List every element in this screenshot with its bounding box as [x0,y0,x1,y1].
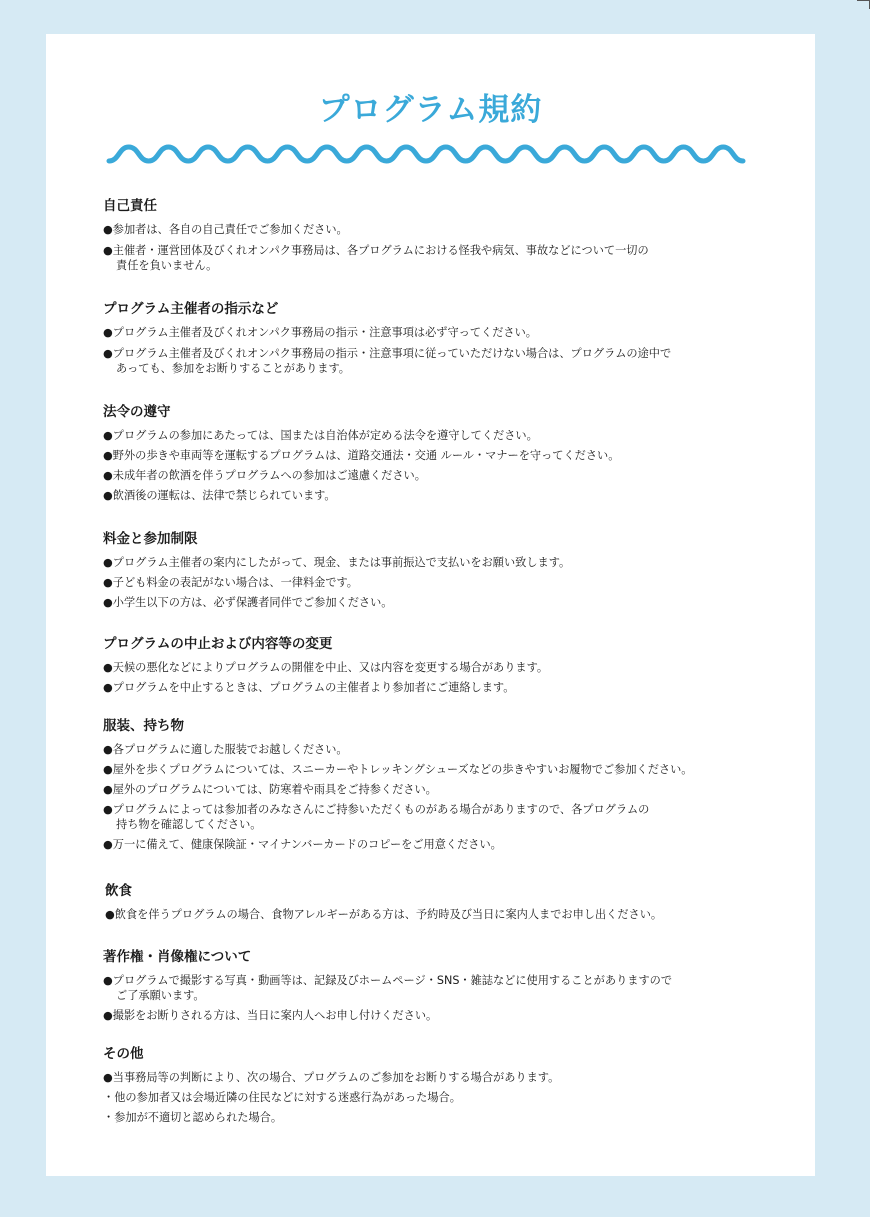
section-heading: プログラム主催者の指示など [103,301,279,317]
section-heading: 料金と参加制限 [103,531,198,547]
section-self-responsibility [103,197,803,273]
section-other [103,1045,803,1125]
list-item: ●プログラム主催者及びくれオンパク事務局の指示・注意事項は必ず守ってください。 [103,326,537,339]
section-heading: 飲食 [105,883,132,899]
list-item: ●未成年者の飲酒を伴うプログラムへの参加はご遠慮ください。 [103,469,426,482]
section-heading: 著作権・肖像権について [103,949,252,965]
list-item: ・参加が不適切と認められた場合。 [103,1111,283,1124]
section-heading: 服装、持ち物 [103,718,184,734]
document-page [46,34,815,1176]
list-item: ●野外の歩きや車両等を運転するプログラムは、道路交通法・交通 ルール・マナーを守ってください。 [103,449,620,462]
list-item: ●プログラムを中止するときは、プログラムの主催者より参加者にご連絡します。 [103,681,515,694]
list-item: ●プログラム主催者及びくれオンパク事務局の指示・注意事項に従っていただけない場合は、プログラムの途中で あっても、参加をお断りすることがあります。 [103,347,672,375]
section-heading: プログラムの中止および内容等の変更 [103,636,333,652]
list-item: ●子ども料金の表記がない場合は、一律料金です。 [103,576,358,589]
list-item: ●屋外を歩くプログラムについては、スニーカーやトレッキングシューズなどの歩きやすいお履物でご参加ください。 [103,763,693,776]
list-item: ●各プログラムに適した服装でお越しください。 [103,743,348,756]
list-item: ●主催者・運営団体及びくれオンパク事務局は、各プログラムにおける怪我や病気、事故などについて一切の 責任を負いません。 [103,244,649,272]
section-clothing-belongings [103,717,803,852]
section-food [105,882,805,922]
section-instructions [103,300,803,376]
list-item: ●プログラム主催者の案内にしたがって、現金、または事前振込で支払いをお願い致します。 [103,556,571,569]
list-item: ●プログラムの参加にあたっては、国または自治体が定める法令を遵守してください。 [103,429,538,442]
section-fees-restrictions [103,530,803,610]
list-item: ●プログラムによっては参加者のみなさんにご持参いただくものがある場合がありますので、各プログラムの 持ち物を確認してください。 [103,803,650,831]
list-item: ●天候の悪化などによりプログラムの開催を中止、又は内容を変更する場合があります。 [103,661,549,674]
list-item: ●小学生以下の方は、必ず保護者同伴でご参加ください。 [103,596,393,609]
list-item: ●飲酒後の運転は、法律で禁じられています。 [103,489,336,502]
list-item: ●撮影をお断りされる方は、当日に案内人へお申し付けください。 [103,1009,438,1022]
list-item: ●参加者は、各自の自己責任でご参加ください。 [103,223,348,236]
crop-mark [857,0,870,9]
list-item: ●飲食を伴うプログラムの場合、食物アレルギーがある方は、予約時及び当日に案内人までお申し出ください。 [105,908,663,921]
list-item: ・他の参加者又は会場近隣の住民などに対する迷惑行為があった場合。 [103,1091,461,1104]
list-item: ●プログラムで撮影する写真・動画等は、記録及びホームページ・SNS・雑誌などに使用することがありますので ご了承願います。 [103,974,673,1002]
section-heading: その他 [103,1046,144,1062]
section-copyright [103,948,803,1023]
section-cancellation [103,635,803,695]
list-item: ●当事務局等の判断により、次の場合、プログラムのご参加をお断りする場合があります。 [103,1071,560,1084]
section-law-compliance [103,403,803,503]
section-heading: 法令の遵守 [103,404,171,420]
list-item: ●万一に備えて、健康保険証・マイナンバーカードのコピーをご用意ください。 [103,838,502,851]
section-heading: 自己責任 [103,198,157,214]
wave-divider-icon [106,140,746,168]
page-title: プログラム規約 [318,92,543,128]
list-item: ●屋外のプログラムについては、防寒着や雨具をご持参ください。 [103,783,437,796]
